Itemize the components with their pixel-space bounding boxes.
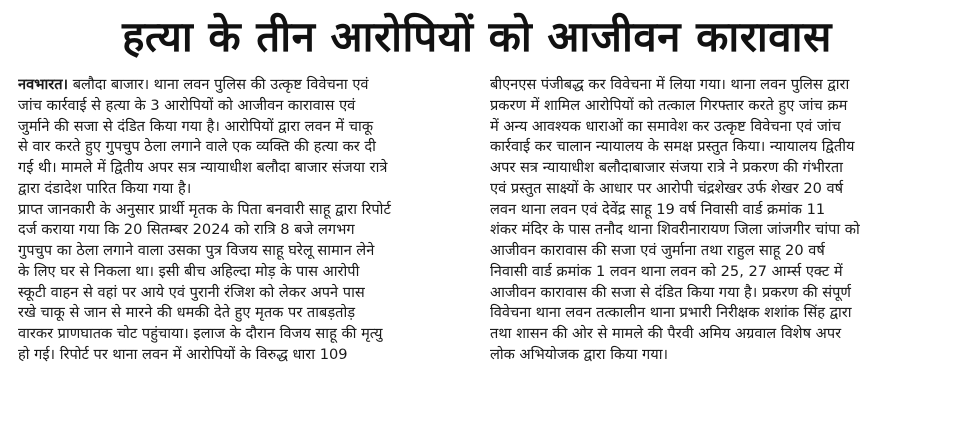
body-line: कार्रवाई कर चालान न्यायालय के समक्ष प्रस्तुत किया। न्यायालय द्वितीय	[490, 138, 855, 156]
body-line: बीएनएस पंजीबद्ध कर विवेचना में लिया गया। थाना लवन पुलिस द्वारा	[490, 76, 850, 93]
article-column-left	[18, 75, 466, 366]
body-line: के लिए घर से निकला था। इसी बीच अहिल्दा मोड़ के पास आरोपी	[18, 262, 360, 280]
body-line: रखे चाकू से जान से मारने की धमकी देते हुए मृतक पर ताबड़तोड़	[18, 304, 356, 322]
body-line: से वार करते हुए गुपचुप ठेला लगाने वाले एक व्यक्ति की हत्या कर दी	[18, 138, 376, 156]
headline: हत्या के तीन आरोपियों को आजीवन कारावास	[122, 12, 832, 61]
body-line	[18, 75, 466, 96]
body-line: अपर सत्र न्यायाधीश बलौदाबाजार संजया रात्रे ने प्रकरण की गंभीरता	[490, 159, 843, 176]
body-line: लवन थाना लवन एवं देवेंद्र साहू 19 वर्ष निवासी वार्ड क्रमांक 11	[490, 200, 826, 218]
body-line: आजीवन कारावास की सजा एवं जुर्माना तथा राहुल साहू 20 वर्ष	[490, 242, 825, 259]
body-line: गई थी। मामले में द्वितीय अपर सत्र न्यायाधीश बलौदा बाजार संजया रात्रे	[18, 159, 388, 176]
body-line: प्राप्त जानकारी के अनुसार प्रार्थी मृतक के पिता बनवारी साहू द्वारा रिपोर्ट	[18, 200, 391, 218]
body-line: लोक अभियोजक द्वारा किया गया।	[490, 345, 669, 363]
body-line: दर्ज कराया गया कि 20 सितम्बर 2024 को रात्रि 8 बजे लगभग	[18, 221, 355, 239]
body-line: हो गई। रिपोर्ट पर थाना लवन में आरोपियों के विरुद्ध धारा 109	[18, 345, 348, 363]
body-line: वारकर प्राणघातक चोट पहुंचाया। इलाज के दौरान विजय साहू की मृत्यु	[18, 325, 383, 342]
body-line: गुपचुप का ठेला लगाने वाला उसका पुत्र विजय साहू घरेलू सामान लेने	[18, 242, 375, 259]
body-line-text: बलौदा बाजार। थाना लवन पुलिस की उत्कृष्ट विवेचना एवं	[68, 76, 369, 93]
article-column-right	[490, 75, 938, 366]
body-line: एवं प्रस्तुत साक्ष्यों के आधार पर आरोपी चंद्रशेखर उर्फ शेखर 20 वर्ष	[490, 179, 844, 197]
body-line: स्कूटी वाहन से वहां पर आये एवं पुरानी रंजिश को लेकर अपने पास	[18, 283, 365, 301]
body-line: जांच कार्रवाई से हत्या के 3 आरोपियों को आजीवन कारावास एवं	[18, 96, 356, 114]
body-line: तथा शासन की ओर से मामले की पैरवी अमिय अग्रवाल विशेष अपर	[490, 325, 842, 342]
body-line: में अन्य आवश्यक धाराओं का समावेश कर उत्कृष्ट विवेचना एवं जांच	[490, 117, 841, 135]
body-line: आजीवन कारावास की सजा से दंडित किया गया है। प्रकरण की संपूर्ण	[490, 283, 851, 301]
body-line: निवासी वार्ड क्रमांक 1 लवन थाना लवन को 25, 27 आर्म्स एक्ट में	[490, 262, 843, 280]
body-line: शंकर मंदिर के पास तनौद थाना शिवरीनारायण जिला जांजगीर चांपा को	[490, 221, 860, 239]
body-line: द्वारा दंडादेश पारित किया गया है।	[18, 179, 192, 197]
dateline: नवभारत।	[18, 76, 69, 93]
body-line: प्रकरण में शामिल आरोपियों को तत्काल गिरफ्तार करते हुए जांच क्रम	[490, 96, 848, 114]
body-line: विवेचना थाना लवन तत्कालीन थाना प्रभारी निरीक्षक शशांक सिंह द्वारा	[490, 304, 852, 322]
body-line: जुर्माने की सजा से दंडित किया गया है। आरोपियों द्वारा लवन में चाकू	[18, 117, 374, 135]
